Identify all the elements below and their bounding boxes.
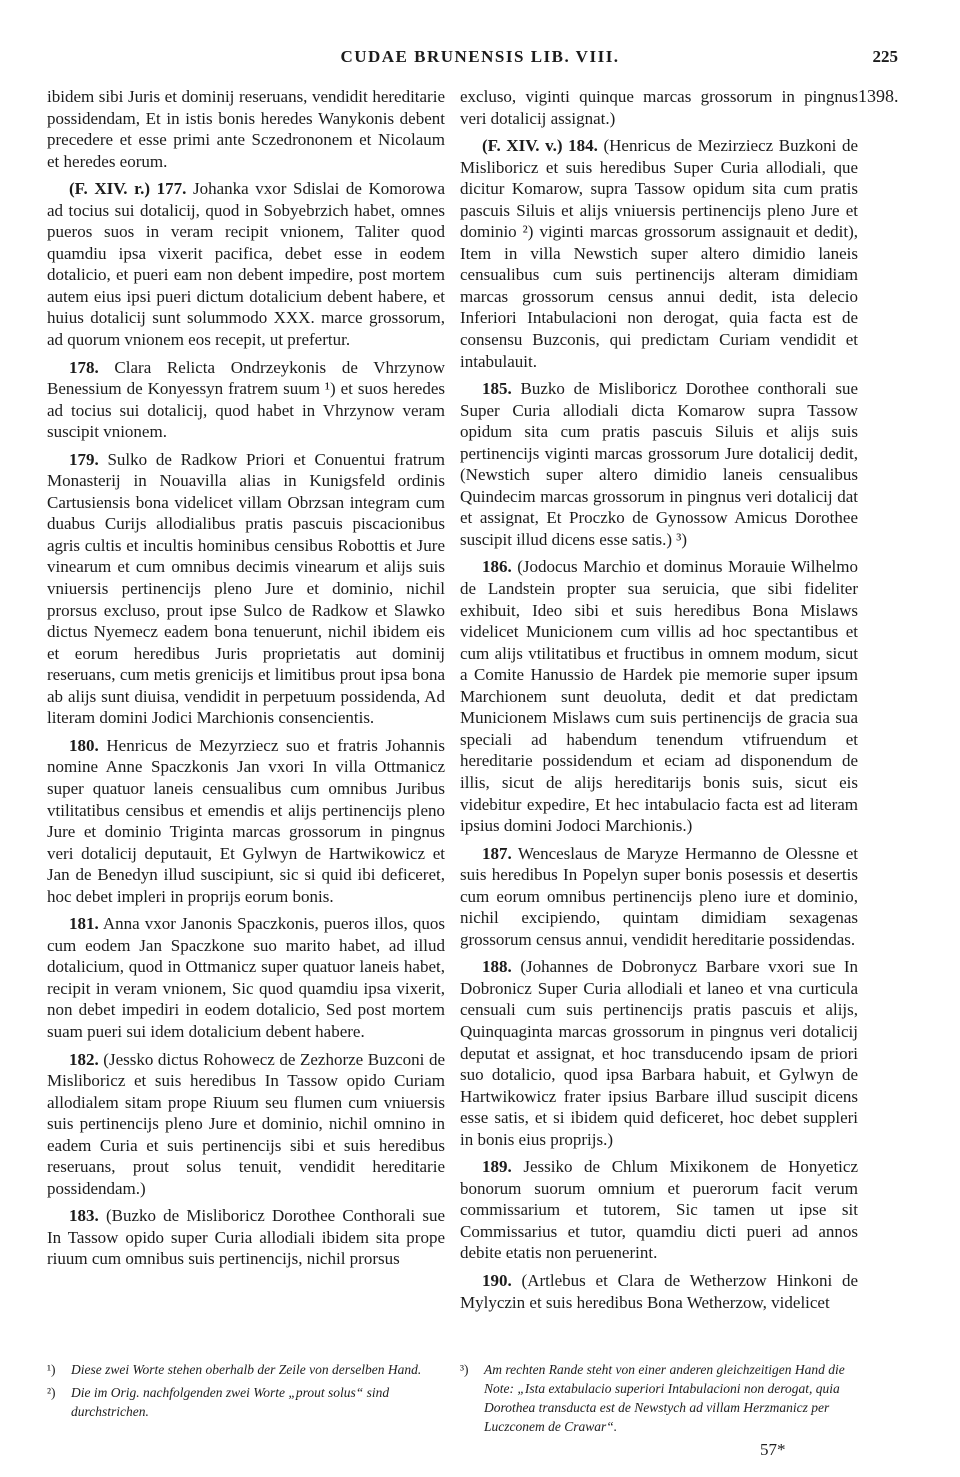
- entry: [460, 1270, 858, 1313]
- entry-number: 180.: [69, 735, 99, 755]
- entry-text: Sulko de Radkow Priori et Conuentui fratrum Monasterij in Nouavilla alias in Kunigsfeld ordinis Cartusiensis bona videlicet villam Obrzsan integram cum duabus Curijs allodialibus pratis pascuis piscacionibus agris cultis et incultis hominibus censibus Robottis et Jure vinearum et cum omnibus decimis vinearum et alijs suis vniuersis pertinencijs pleno Jure et dominio, nichil prorsus excluso, prout ipse Sulco de Radkow et Slawko dictus Nyemecz eadem bona tenuerunt, nichil ibidem eis et eorum heredibus Juris proprietatis aut dominij reseruans, cum metis grenicijs et limitibus prout ipsa bona ab alijs sunt diuisa, vendidit in perpetuum possidenda, Ad literam domini Jodici Marchionis consencientis.: [47, 449, 445, 728]
- entry: [47, 86, 445, 172]
- entry: [460, 378, 858, 550]
- entry: [460, 556, 858, 836]
- page-number: 225: [872, 47, 898, 66]
- footnotes-left: [47, 1360, 445, 1425]
- entry-text: ibidem sibi Juris et dominij reseruans, vendidit hereditarie possidendam, Et in istis bonis heredes Wanykonis debent precedere et esse primi ante Sczedrononem et Nicolaum et heredes eorum.: [47, 87, 445, 171]
- entry-text: (Henricus de Mezirziecz Buzkoni de Misliboricz et suis heredibus Super Curia allodiali, que dicitur Komarow, supra Tassow opidum sita cum pratis pascuis Siluis et alijs vniuersis pertinencijs pleno Jure et dominio ²) viginti marcas grossorum assignauit et dedit), Item in villa Newstich super altero dimidio laneis censualibus cum suis pertinencijs alteram dimidiam marcas grossorum census annui dedit, ista delecio Inferiori Intabulacioni non derogat, quia facta est de consensu Buzconis, qui predictam Curiam vendidit et intabulauit.: [460, 136, 858, 371]
- entry-number: 187.: [482, 843, 512, 863]
- entry-number: 182.: [69, 1049, 99, 1069]
- entry-text: Henricus de Mezyrziecz suo et fratris Johannis nomine Anne Spaczkonis Jan vxori In villa Ottmanicz super quatuor laneis censualibus cum omnibus Juribus vtilitatibus censibus et emendis et alijs pertinencijs pleno Jure et dominio Triginta marcas grossorum in pingnus veri dotalicij deputauit, Et Gylwyn de Hartwikowicz et Jan de Benedyn illud suscipiunt, sic si quid ibi deficeret, hoc debet impleri in proprijs eorum bonis.: [47, 735, 445, 906]
- entry: [460, 86, 858, 129]
- footnote: [460, 1360, 858, 1436]
- entry-number: 179.: [69, 449, 99, 469]
- margin-year: 1398.: [858, 86, 899, 106]
- footnote-mark: ¹): [47, 1362, 56, 1377]
- entry-number: 189.: [482, 1157, 512, 1177]
- entry: [460, 956, 858, 1150]
- entry: [47, 735, 445, 907]
- entry-text: (Jessko dictus Rohowecz de Zezhorze Buzconi de Misliboricz et suis heredibus In Tassow opido Curiam allodialem sitam prope Riuum seu flumen cum vniuersis suis pertinencijs pleno Jure et dominio, nichil omnino in eadem Curia et suis pertinencijs sibi et suis heredibus reseruans, prout solus tenuit, vendidit hereditarie possidendam.): [47, 1049, 445, 1198]
- footnote-text: Am rechten Rande steht von einer anderen gleichzeitigen Hand die Note: „Ista extabulacio superiori Intabulacioni non derogat, quia Dorothea transducta est de Newstych ad villam Herzmanicz per Luczconem de Crawar“.: [484, 1362, 845, 1434]
- signature-mark: 57*: [760, 1440, 786, 1459]
- footnotes-right: [460, 1360, 858, 1440]
- footnote-mark: ³): [460, 1362, 469, 1377]
- entry-number: 190.: [482, 1270, 512, 1290]
- right-column: [460, 86, 858, 1313]
- entry-number: (F. XIV. v.) 184.: [482, 136, 598, 156]
- entry-text: (Artlebus et Clara de Wetherzow Hinkoni de Mylyczin et suis heredibus Bona Wetherzow, videlicet: [460, 1270, 858, 1312]
- entry-text: (Buzko de Misliboricz Dorothee Conthorali sue In Tassow opido super Curia allodiali ibidem sita prope riuum cum omnibus suis pertinencijs, nichil prorsus: [47, 1206, 445, 1269]
- entry-text: (Jodocus Marchio et dominus Morauie Wilhelmo de Landstein propter sua seruicia, que sibi fideliter exhibuit, Ideo sibi et suis heredibus Bona Mislaws videlicet Municionem cum villis ad hoc spectantibus et cum alijs vtilitatibus et fructibus in omnem modum, sicut a Comite Hanussio de Hardek pie memorie super ipsum Marchionem sunt deuoluta, dedit et dat predictam Municionem Mislaws cum suis pertinencijs de gracia sua speciali ad habendum tenendum vtifruendum et hereditarie possidendum et eciam ad disponendum de illis, sicut de alijs hereditarijs bonis suis, sicut eis videbitur expedire, Et hec intabulacio facta est ad literam ipsius domini Jodoci Marchionis.): [460, 557, 858, 836]
- entry: [47, 1205, 445, 1270]
- footnote-text: Diese zwei Worte stehen oberhalb der Zeile von derselben Hand.: [71, 1362, 422, 1377]
- footnote: [47, 1383, 445, 1421]
- entry-text: Buzko de Misliboricz Dorothee conthorali sue Super Curia allodiali dicta Komarow supra Tassow opidum sita cum pratis pascuis Siluis et alijs suis pertinencijs viginti marcas grossorum Jure dotalicij dedit, (Newstich super altero dimidio laneis censualibus Quindecim marcas grossorum in pingnus veri dotalicij dat et assignat, Et Proczko de Gynossow Amicus Dorothee suscipit illud dicens esse satis.) ³): [460, 379, 858, 549]
- entry-text: Jessiko de Chlum Mixikonem de Honyeticz bonorum suorum omnium et puerorum facit verum commissarium et tutorem, Sic tamen ut ipse sit Commissarius et tutor, quamdiu dicti pueri ad annos debite etatis non peruenerint.: [460, 1157, 858, 1263]
- entry-number: 186.: [482, 557, 512, 577]
- entry: [47, 913, 445, 1042]
- entry-number: 178.: [69, 357, 99, 377]
- entry: [460, 1156, 858, 1264]
- footnote-text: Die im Orig. nachfolgenden zwei Worte „prout solus“ sind durchstrichen.: [71, 1385, 390, 1419]
- entry-number: (F. XIV. r.) 177.: [69, 179, 187, 199]
- entry: [47, 178, 445, 350]
- entry-text: excluso, viginti quinque marcas grossorum in pingnus veri dotalicij assignat.): [460, 87, 858, 128]
- footnote: [47, 1360, 445, 1379]
- entry-text: Clara Relicta Ondrzeykonis de Vhrzynow Benessium de Konyessyn fratrem suum ¹) et suos heredes ad tocius sui dotalicij, quod habet in Vhrzynow veram suscipit vnionem.: [47, 357, 445, 442]
- entry-text: (Johannes de Dobronycz Barbare vxori sue In Dobronicz Super Curia allodiali et laneo et vna curticula censuali cum suis pertinencijs pratis pascuis et alijs, Quinquaginta marcas grossorum in pingnus veri dotalicij deputat et assignat, et hoc transducendo ipsam de priori suo dotalicio, quod ipsa Barbara habuit, et Gylwyn de Hartwikowicz frater ipsius Barbare illud suscipit dicens esse satis, et si ibidem quid deficeret, hoc debet suppleri in bonis eius proprijs.): [460, 957, 858, 1149]
- entry-number: 185.: [482, 379, 512, 399]
- left-column: [47, 86, 445, 1270]
- entry: [460, 843, 858, 951]
- entry: [47, 449, 445, 729]
- entry-number: 181.: [69, 914, 99, 934]
- entry: [460, 135, 858, 372]
- entry-number: 188.: [482, 957, 512, 977]
- footnote-mark: ²): [47, 1385, 56, 1400]
- entry: [47, 357, 445, 443]
- running-title: CUDAE BRUNENSIS LIB. VIII.: [340, 47, 620, 66]
- entry: [47, 1049, 445, 1200]
- entry-text: Johanka vxor Sdislai de Komorowa ad tocius sui dotalicij, quod in Sobyebrzich habet, omnes pueros suos in veram recipit vnionem, Taliter quod quamdiu ipsa vixerit pacifica, debet esse in eodem dotalicio, et pueri eam non debent impedire, post mortem autem eius ipsi pueri dictum dotalicium debent habere, et huius dotalicij sunt solummodo XXX. marce grossorum, ad quorum vnionem eos recepit, ut prefertur.: [47, 179, 445, 350]
- entry-number: 183.: [69, 1206, 99, 1226]
- entry-text: Anna vxor Janonis Spaczkonis, pueros illos, quos cum eodem Jan Spaczkone suo marito habet, ad illud dotalicium, quod in Ottmanicz super quatuor laneis habet, recipit in veram vnionem, Sic quod quamdiu ipsa vixerit, non debet impediri in eodem dotalicio, Sed post mortem suam pueri sui idem dotalicium debent habere.: [47, 914, 445, 1041]
- entry-text: Wenceslaus de Maryze Hermanno de Olessne et suis heredibus In Popelyn super bonis posessis et desertis cum eorum omnibus pertinencijs pleno iure et dominio, nichil excipiendo, quintam dimidiam sexagenas grossorum census annui, vendidit hereditarie possidendas.: [460, 843, 858, 949]
